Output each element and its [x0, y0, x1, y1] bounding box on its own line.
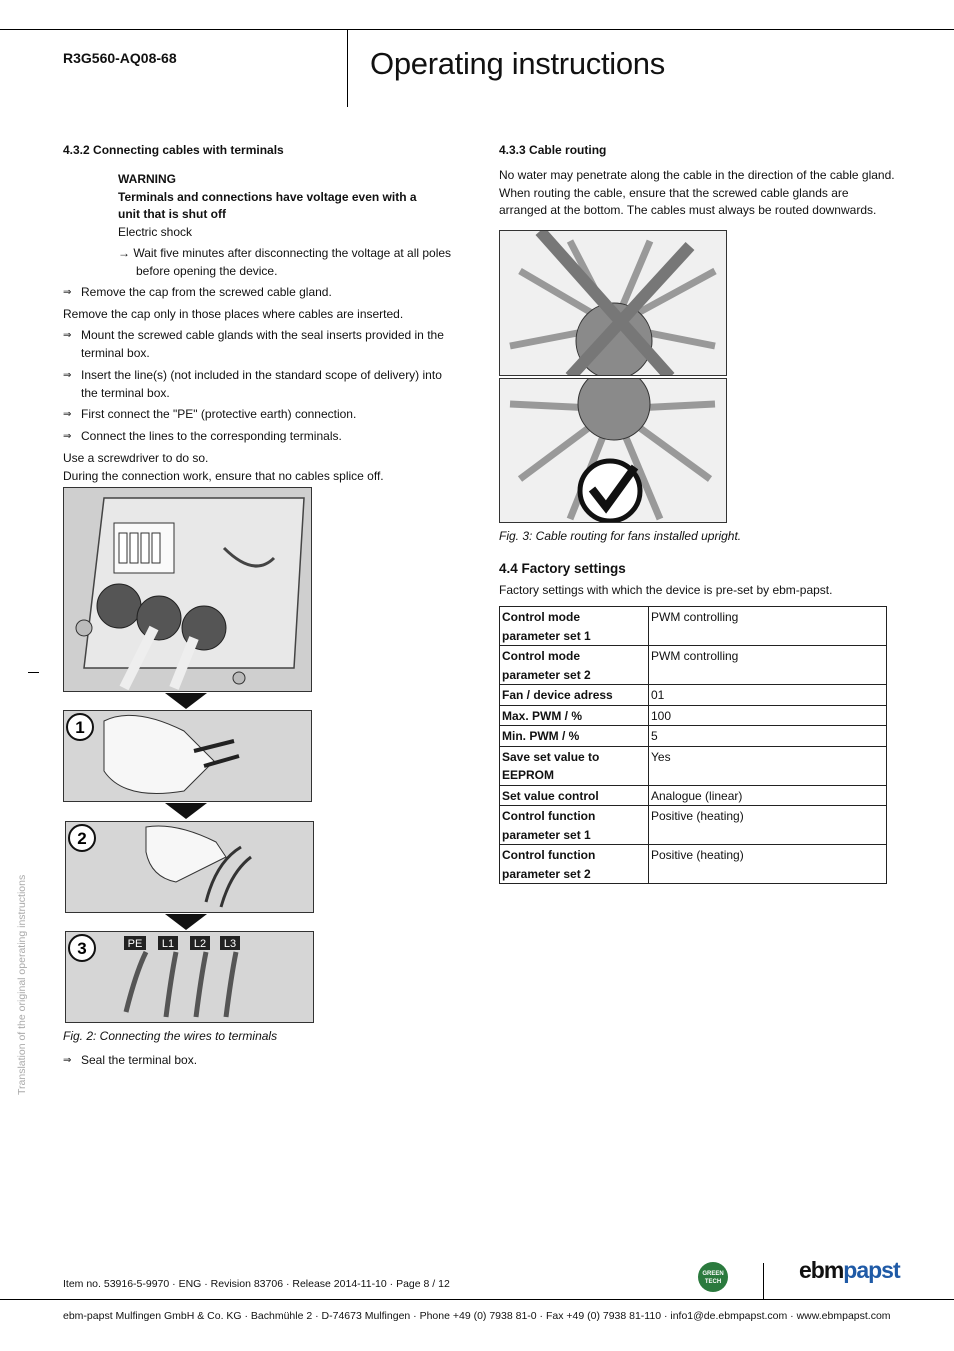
setting-value: Analogue (linear)	[649, 785, 887, 806]
step-number: 3	[77, 939, 87, 958]
table-row	[500, 806, 887, 845]
warning-block	[118, 171, 458, 280]
note-line: Use a screwdriver to do so.	[63, 451, 209, 465]
down-arrow-icon	[165, 914, 207, 930]
step-number: 1	[75, 718, 85, 737]
list-item	[63, 284, 453, 302]
header-top-rule	[0, 29, 954, 30]
setting-name-line: parameter set 1	[502, 628, 591, 643]
header-divider	[347, 30, 348, 107]
setting-name-line: Set value control	[502, 788, 599, 803]
factory-settings-text: Factory settings with which the device is pre-set by ebm-papst.	[499, 583, 833, 597]
table-row	[500, 746, 887, 785]
warning-line-2: unit that is shut off	[118, 207, 226, 221]
arrow-icon: ⇒	[63, 370, 72, 381]
section-heading-4-4: 4.4 Factory settings	[499, 561, 626, 576]
paragraph-line: arranged at the bottom. The cables must always be routed downwards.	[499, 203, 877, 217]
setting-name-line: Control function	[502, 809, 596, 823]
step-text: the terminal box.	[81, 385, 170, 400]
setting-value: PWM controlling	[649, 607, 887, 646]
warning-action-line-1: → Wait five minutes after disconnecting the voltage at all poles	[118, 246, 452, 260]
step-text: Seal the terminal box.	[81, 1053, 198, 1067]
list-item	[63, 428, 453, 446]
setting-name-line: Min. PWM / %	[502, 729, 580, 743]
setting-value: Positive (heating)	[649, 845, 887, 884]
setting-name	[500, 746, 649, 785]
arrow-icon: ⇒	[63, 431, 72, 442]
step-number: 2	[77, 829, 87, 848]
figure-3-caption: Fig. 3: Cable routing for fans installed upright.	[499, 529, 742, 543]
greentech-badge-icon	[698, 1262, 728, 1292]
terminal-label-l1: L1	[161, 938, 175, 950]
setting-name-line: Save set value to	[502, 749, 600, 764]
ebmpapst-logo	[799, 1257, 900, 1283]
step-text: Insert the line(s) (not included in the standard scope of delivery) into	[81, 368, 442, 382]
setting-name-line: EEPROM	[502, 768, 555, 782]
setting-value: 100	[649, 705, 887, 726]
terminal-label-pe: PE	[127, 938, 143, 950]
list-item	[63, 367, 453, 402]
setting-name-line: parameter set 2	[502, 866, 591, 881]
model-number: R3G560-AQ08-68	[63, 50, 177, 66]
setting-name	[500, 646, 649, 685]
badge-line: TECH	[704, 1279, 722, 1285]
setting-value: Yes	[649, 746, 887, 785]
terminal-box-illustration	[63, 487, 312, 692]
arrow-icon: ⇒	[63, 409, 72, 420]
note-cap: Remove the cap only in those places where cables are inserted.	[63, 307, 404, 321]
setting-name	[500, 705, 649, 726]
setting-value: Positive (heating)	[649, 806, 887, 845]
paragraph-line: When routing the cable, ensure that the screwed cable glands are	[499, 185, 849, 200]
step-1-illustration	[63, 710, 312, 802]
setting-value: 01	[649, 685, 887, 706]
step-2-illustration	[65, 821, 314, 913]
logo-papst: papst	[843, 1257, 900, 1283]
setting-value: PWM controlling	[649, 646, 887, 685]
setting-name-line: parameter set 2	[502, 667, 591, 682]
warning-hazard: Electric shock	[118, 224, 193, 239]
table-row	[500, 785, 887, 806]
warning-line-1: Terminals and connections have voltage even with a	[118, 189, 417, 204]
setting-name-line: Max. PWM / %	[502, 708, 583, 723]
setting-name	[500, 806, 649, 845]
step-text: Mount the screwed cable glands with the seal inserts provided in the	[81, 328, 444, 342]
side-note: Translation of the original operating instructions	[16, 874, 28, 1095]
setting-name	[500, 726, 649, 747]
setting-value: 5	[649, 726, 887, 747]
setting-name	[500, 785, 649, 806]
arrow-icon: ⇒	[63, 287, 72, 298]
list-item	[63, 1052, 453, 1070]
table-row	[500, 845, 887, 884]
setting-name	[500, 607, 649, 646]
company-info: ebm-papst Mulfingen GmbH & Co. KG · Bachmühle 2 · D-74673 Mulfingen · Phone +49 (0) 7938 81-0 · Fax +49 (0) 7938 81-110 · info1@de.ebmpapst.com · www.ebmpapst.com	[63, 1310, 891, 1322]
wrong-routing-illustration	[499, 230, 727, 376]
setting-name-line: Control function	[502, 848, 596, 862]
note-line: During the connection work, ensure that no cables splice off.	[63, 468, 384, 483]
section-heading-4-3-2: 4.3.2 Connecting cables with terminals	[63, 143, 284, 157]
step-3-illustration	[65, 931, 314, 1023]
step-text: First connect the "PE" (protective earth) connection.	[81, 407, 357, 421]
warning-label: WARNING	[118, 172, 176, 186]
table-row	[500, 685, 887, 706]
setting-name-line: Control mode	[502, 649, 580, 663]
table-row	[500, 726, 887, 747]
note-screwdriver	[63, 450, 458, 485]
figure-2-caption: Fig. 2: Connecting the wires to terminals	[63, 1029, 278, 1043]
correct-routing-illustration	[499, 378, 727, 523]
step-text: Connect the lines to the corresponding terminals.	[81, 429, 342, 443]
table-row	[500, 607, 887, 646]
setting-name	[500, 685, 649, 706]
setting-name	[500, 845, 649, 884]
arrow-icon: ⇒	[63, 330, 72, 341]
table-row	[500, 705, 887, 726]
page-title: Operating instructions	[370, 46, 665, 81]
margin-tick	[28, 672, 39, 673]
down-arrow-icon	[165, 803, 207, 819]
item-info: Item no. 53916-5-9970 · ENG · Revision 83706 · Release 2014-11-10 · Page 8 / 12	[63, 1278, 450, 1290]
section-heading-4-3-3: 4.3.3 Cable routing	[499, 143, 607, 157]
footer-rule	[0, 1299, 954, 1300]
logo-divider	[763, 1263, 764, 1299]
step-text: terminal box.	[81, 345, 150, 360]
down-arrow-icon	[165, 693, 207, 709]
setting-name-line: parameter set 1	[502, 827, 591, 842]
terminal-label-l3: L3	[223, 938, 237, 950]
list-item	[63, 406, 453, 424]
arrow-icon: ⇒	[63, 1055, 72, 1066]
setting-name-line: Fan / device adress	[502, 688, 613, 702]
setting-name-line: Control mode	[502, 610, 580, 624]
terminal-label-l2: L2	[193, 938, 207, 950]
step-text: Remove the cap from the screwed cable gland.	[81, 285, 332, 299]
badge-line: GREEN	[702, 1271, 724, 1277]
list-item	[63, 327, 453, 362]
factory-settings-table	[499, 606, 887, 884]
cable-routing-text	[499, 167, 899, 220]
table-row	[500, 646, 887, 685]
warning-action-line-2: before opening the device.	[136, 263, 278, 278]
paragraph-line: No water may penetrate along the cable in the direction of the cable gland.	[499, 168, 895, 182]
logo-ebm: ebm	[799, 1257, 844, 1283]
